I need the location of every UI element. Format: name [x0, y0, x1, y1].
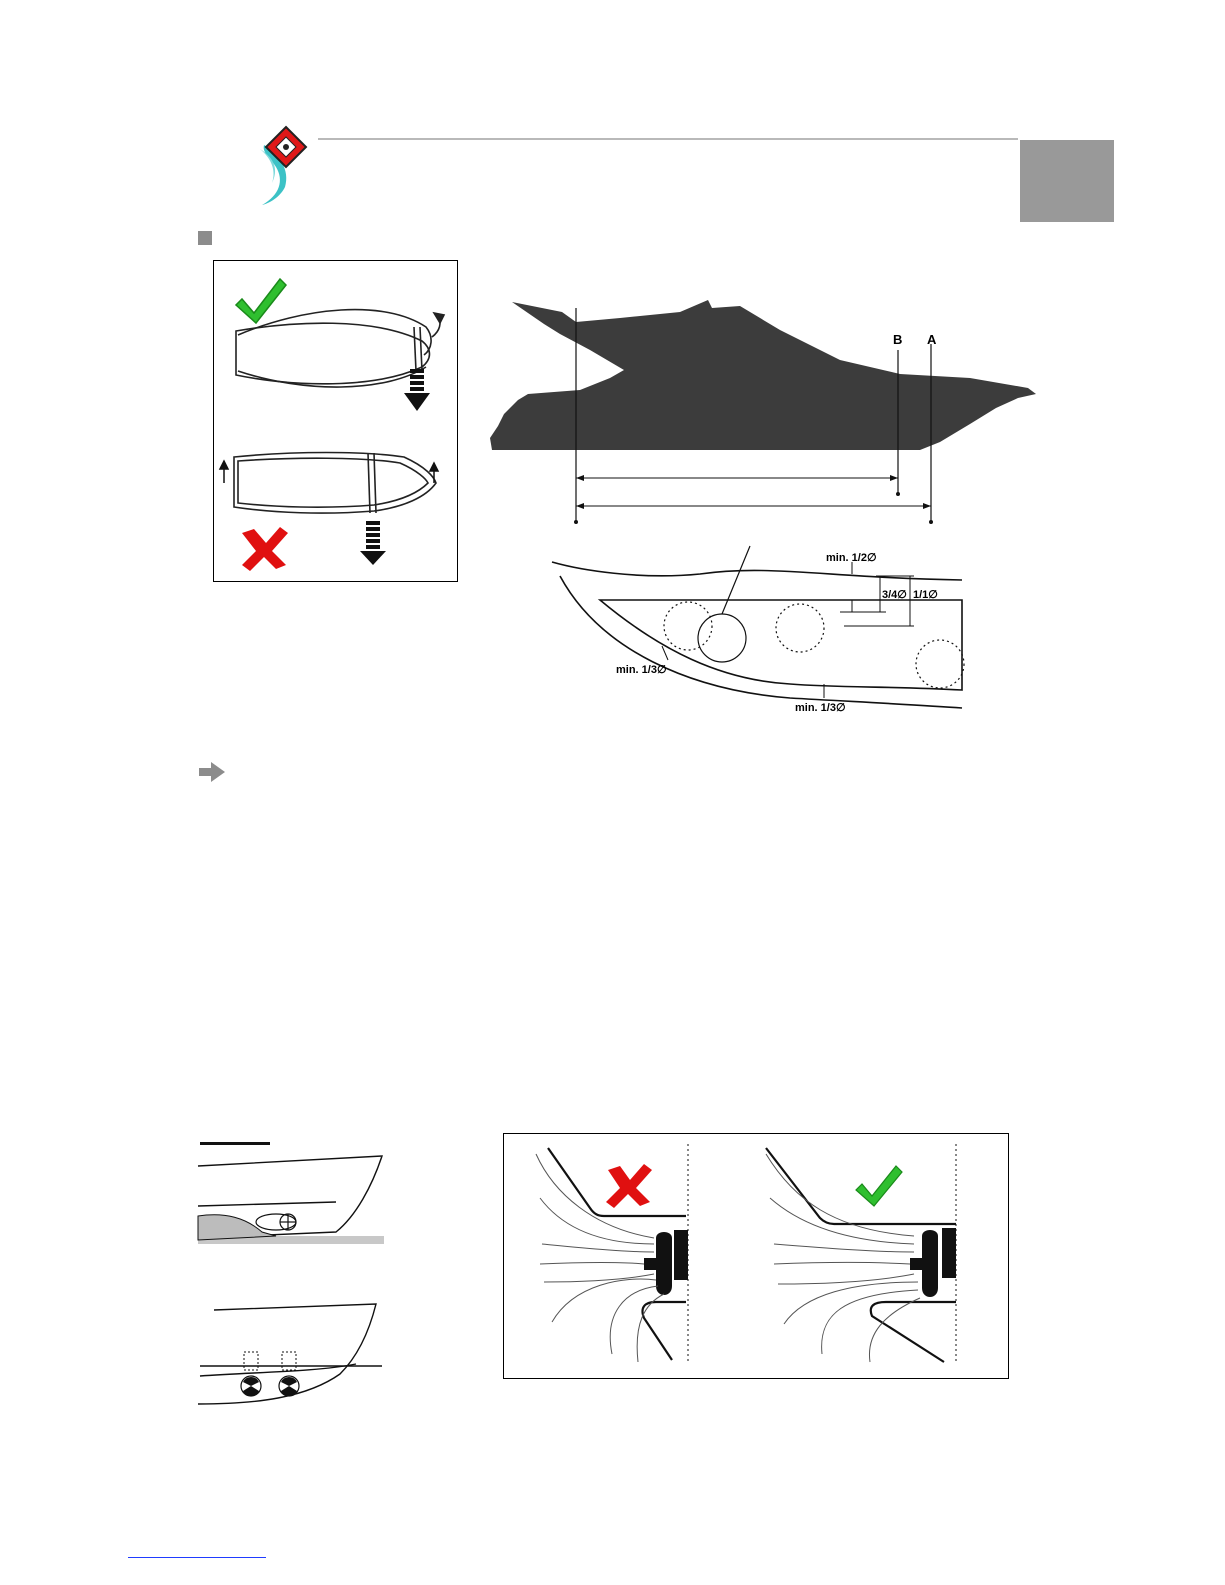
- hull-installation-sketches: [196, 1136, 386, 1406]
- header-rule: [318, 138, 1018, 140]
- company-logo: [250, 125, 320, 205]
- label-min-third-diameter-side: min. 1/3∅: [616, 664, 667, 676]
- flow-comparison-box: [503, 1133, 1009, 1379]
- footer-link-underline: [128, 1557, 266, 1558]
- steering-diagram-box: [213, 260, 458, 582]
- green-checkmark-icon: [856, 1166, 902, 1206]
- chapter-tab: [1020, 140, 1114, 222]
- red-cross-icon: [242, 527, 288, 571]
- label-min-third-diameter-bottom: min. 1/3∅: [795, 702, 846, 714]
- arrow-right-icon: [197, 760, 227, 784]
- yacht-diagram: [480, 290, 1050, 530]
- steering-diagram: [214, 261, 457, 581]
- green-checkmark-icon: [236, 279, 286, 323]
- label-three-quarter-diameter: 3/4∅: [882, 589, 907, 601]
- point-a-label: A: [927, 332, 937, 347]
- square-bullet-icon: [198, 231, 212, 245]
- flow-comparison-diagram: [504, 1134, 1008, 1378]
- red-cross-icon: [606, 1164, 652, 1208]
- label-full-diameter: 1/1∅: [913, 589, 938, 601]
- point-b-label: B: [893, 332, 903, 347]
- tunnel-position-diagram: [540, 540, 970, 720]
- label-min-half-diameter: min. 1/2∅: [826, 552, 877, 564]
